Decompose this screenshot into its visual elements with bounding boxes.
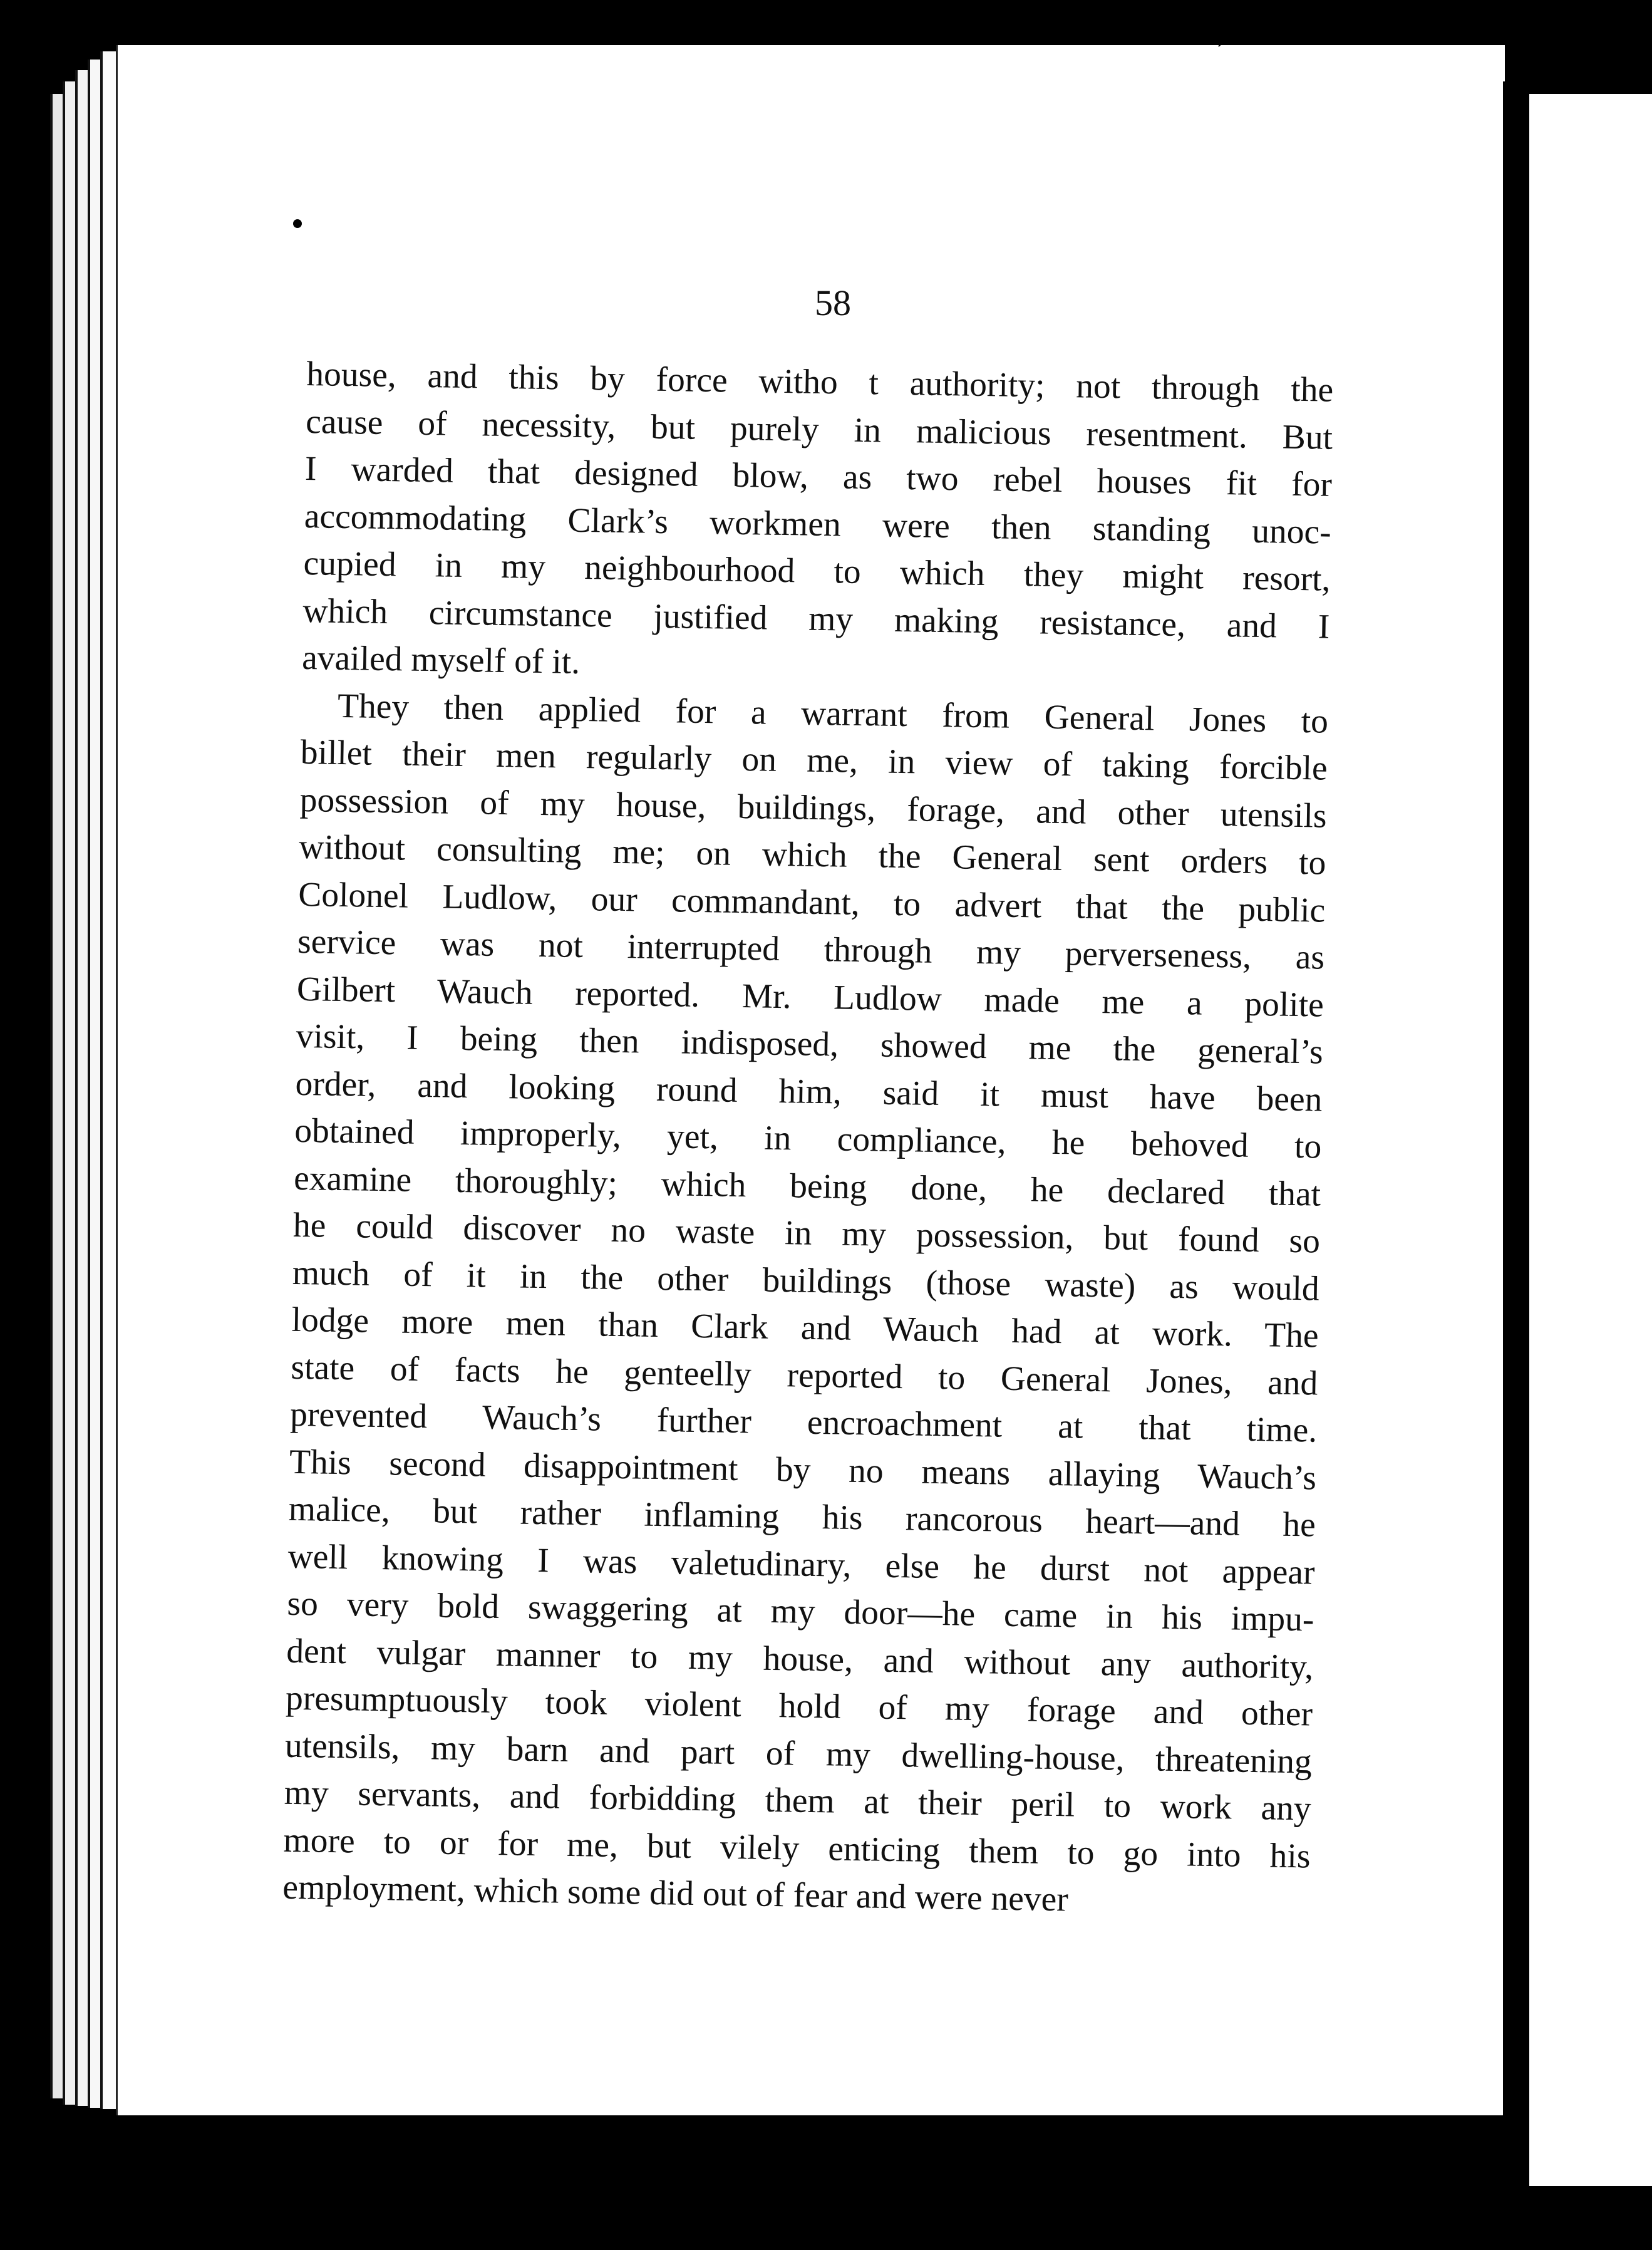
text-line: billet their men regularly on me, in view of taking forcible bbox=[300, 733, 1328, 788]
text-line: I warded that designed blow, as two rebel houses fit for bbox=[304, 449, 1333, 504]
text-line: presumptuously took violent hold of my forage and other bbox=[285, 1679, 1313, 1734]
text-line: Gilbert Wauch reported. Mr. Ludlow made me a polite bbox=[296, 970, 1324, 1025]
book-gutter bbox=[1503, 81, 1529, 2186]
text-line: house, and this by force witho t authority; not through the bbox=[306, 355, 1334, 410]
text-line: well knowing I was valetudinary, else he durst not appear bbox=[287, 1537, 1316, 1592]
text-line: state of facts he genteelly reported to General Jones, and bbox=[291, 1348, 1318, 1403]
text-line: possession of my house, buildings, forage, and other utensils bbox=[299, 780, 1328, 836]
text-line: lodge more men than Clark and Wauch had at work. The bbox=[291, 1300, 1319, 1356]
text-line: cause of necessity, but purely in malicious resentment. But bbox=[305, 402, 1333, 457]
text-line: service was not interrupted through my perverseness, as bbox=[297, 922, 1325, 977]
text-line: employment, which some did out of fear and were never bbox=[282, 1868, 1069, 1919]
text-line: more to or for me, but vilely enticing them to go into his bbox=[283, 1821, 1311, 1875]
text-line: much of it in the other buildings (those waste) as would bbox=[292, 1253, 1320, 1309]
text-line: my servants, and forbidding them at their peril to work any bbox=[284, 1773, 1312, 1828]
text-line: order, and looking round him, said it must have been bbox=[295, 1064, 1323, 1119]
text-line: which circumstance justified my making resistance, and I bbox=[302, 591, 1330, 646]
text-line: he could discover no waste in my possession, but found so bbox=[292, 1206, 1321, 1261]
text-line: prevented Wauch’s further encroachment at that time. bbox=[289, 1395, 1318, 1450]
page-body-text bbox=[282, 351, 1334, 1927]
text-line: without consulting me; on which the General sent orders to bbox=[299, 827, 1326, 883]
text-line: utensils, my barn and part of my dwelling-house, threatening bbox=[284, 1726, 1313, 1781]
text-line: dent vulgar manner to my house, and without any authority, bbox=[286, 1632, 1314, 1687]
text-line: cupied in my neighbourhood to which they might resort, bbox=[303, 544, 1331, 599]
text-line: visit, I being then indisposed, showed me the general’s bbox=[296, 1017, 1324, 1072]
ink-speck bbox=[293, 219, 302, 228]
text-line: accommodating Clark’s workmen were then standing unoc- bbox=[304, 497, 1332, 552]
text-line: malice, but rather inflaming his rancorous heart—and he bbox=[288, 1490, 1316, 1545]
facing-page-edge bbox=[1529, 94, 1652, 2186]
text-line: obtained improperly, yet, in compliance, he behoved to bbox=[294, 1111, 1322, 1166]
text-line: examine thoroughly; which being done, he declared that bbox=[293, 1159, 1321, 1214]
text-line: availed myself of it. bbox=[301, 638, 581, 682]
page-number: 58 bbox=[815, 283, 851, 323]
text-line: They then applied for a warrant from General Jones to bbox=[337, 687, 1329, 741]
ink-speck bbox=[1217, 15, 1241, 48]
text-line: so very bold swaggering at my door—he came in his impu- bbox=[287, 1584, 1314, 1639]
text-line: This second disappointment by no means allaying Wauch’s bbox=[289, 1443, 1317, 1498]
text-line: Colonel Ludlow, our commandant, to advert that the public bbox=[297, 875, 1326, 930]
